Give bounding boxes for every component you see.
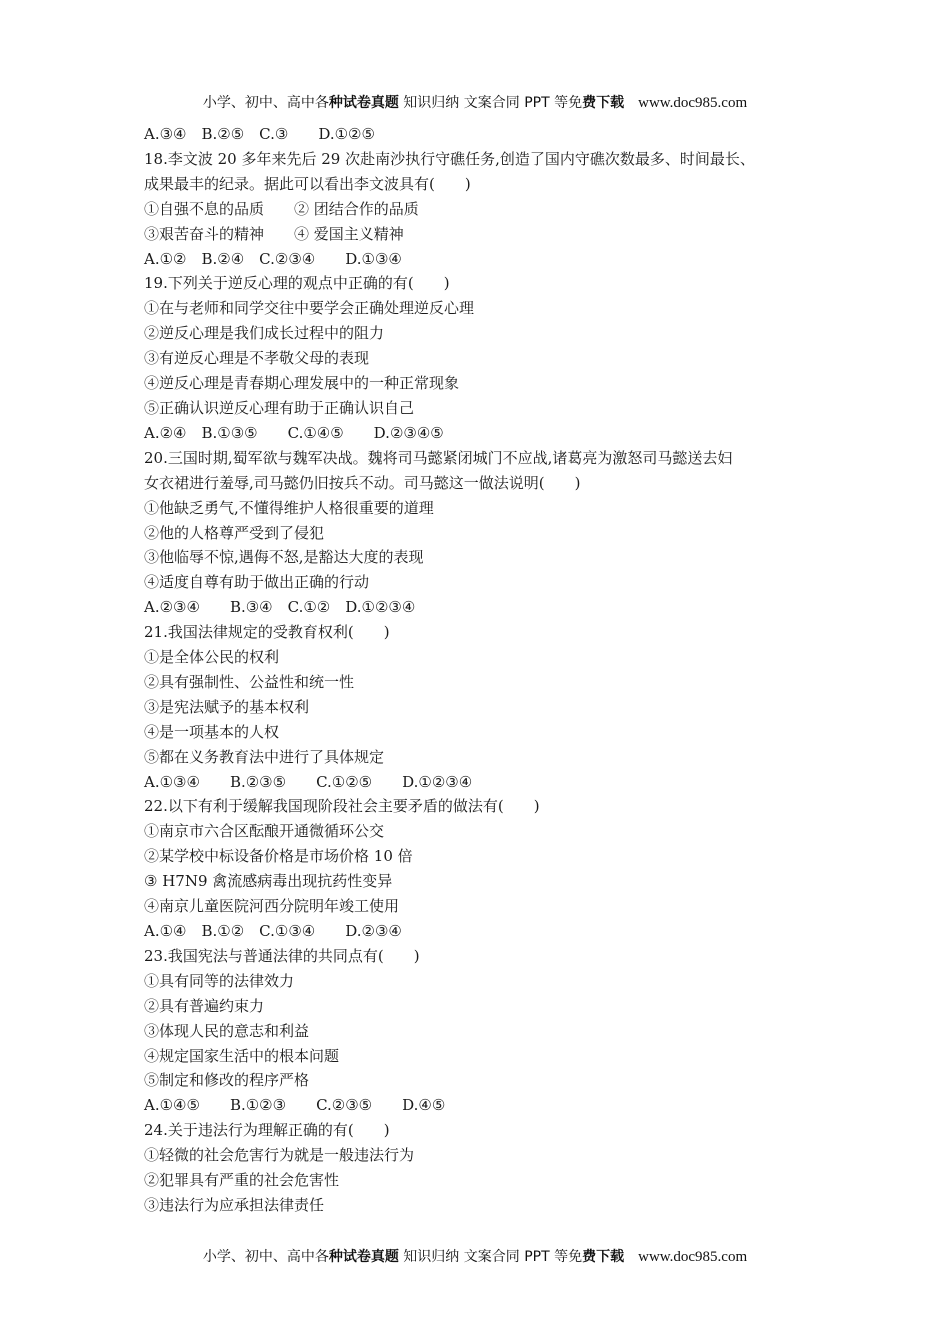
page-header-banner bbox=[0, 92, 950, 112]
answer-options: A.①④⑤ B.①②③ C.②③⑤ D.④⑤ bbox=[144, 1096, 446, 1115]
footer-site-link[interactable]: www.doc985.com bbox=[638, 1249, 748, 1265]
statement-item: ③是宪法赋予的基本权利 bbox=[144, 697, 310, 716]
statement-item: ②逆反心理是我们成长过程中的阻力 bbox=[144, 324, 385, 343]
question-stem: 20.三国时期,蜀军欲与魏军决战。魏将司马懿紧闭城门不应战,诸葛亮为激怒司马懿送去妇 bbox=[144, 448, 733, 467]
question-stem: 22.以下有利于缓解我国现阶段社会主要矛盾的做法有( ) bbox=[144, 797, 540, 816]
answer-options: A.①③④ B.②③⑤ C.①②⑤ D.①②③④ bbox=[144, 772, 473, 791]
statement-item: ③他临辱不惊,遇侮不怒,是豁达大度的表现 bbox=[144, 548, 424, 567]
statement-item: ①轻微的社会危害行为就是一般违法行为 bbox=[144, 1146, 415, 1165]
page-footer-banner bbox=[0, 1246, 950, 1266]
statement-item: ④南京儿童医院河西分院明年竣工使用 bbox=[144, 897, 400, 916]
header-text: 小学、初中、高中各 bbox=[202, 95, 329, 111]
statement-item: ④逆反心理是青春期心理发展中的一种正常现象 bbox=[144, 374, 460, 393]
footer-text: 小学、初中、高中各 bbox=[202, 1249, 329, 1265]
answer-options: A.①④ B.①② C.①③④ D.②③④ bbox=[144, 922, 402, 940]
question-stem: 24.关于违法行为理解正确的有( ) bbox=[144, 1121, 390, 1140]
statement-item: ②具有普遍约束力 bbox=[144, 996, 265, 1015]
statement-item: ②他的人格尊严受到了侵犯 bbox=[144, 523, 325, 542]
statement-item: ③违法行为应承担法律责任 bbox=[144, 1195, 325, 1214]
answer-options: A.①② B.②④ C.②③④ D.①③④ bbox=[144, 249, 402, 268]
statement-item: ③有逆反心理是不孝敬父母的表现 bbox=[144, 349, 370, 368]
statement-item: ⑤都在义务教育法中进行了具体规定 bbox=[144, 747, 385, 766]
question-stem: 19.下列关于逆反心理的观点中正确的有( ) bbox=[144, 274, 450, 293]
text-line: 成果最丰的纪录。据此可以看出李文波具有( ) bbox=[144, 174, 471, 193]
question-stem: 18.李文波 20 多年来先后 29 次赴南沙执行守礁任务,创造了国内守礁次数最多、时间最长、 bbox=[144, 149, 755, 168]
statement-item: ④规定国家生活中的根本问题 bbox=[144, 1046, 340, 1065]
statement-item: ①他缺乏勇气,不懂得维护人格很重要的道理 bbox=[144, 498, 434, 517]
answer-options: A.③④ B.②⑤ C.③ D.①②⑤ bbox=[144, 125, 375, 143]
footer-text-2: 知识归纳 文案合同 PPT 等免 bbox=[398, 1249, 583, 1265]
question-stem: 21.我国法律规定的受教育权利( ) bbox=[144, 623, 390, 642]
text-line: 女衣裙进行羞辱,司马懿仍旧按兵不动。司马懿这一做法说明( ) bbox=[144, 473, 581, 492]
statement-item: ②犯罪具有严重的社会危害性 bbox=[144, 1171, 340, 1190]
statement-item: ⑤正确认识逆反心理有助于正确认识自己 bbox=[144, 398, 415, 417]
statement-item: ③ H7N9 禽流感病毒出现抗药性变异 bbox=[144, 872, 393, 891]
answer-options: A.②③④ B.③④ C.①② D.①②③④ bbox=[144, 598, 416, 617]
statement-item: ③艰苦奋斗的精神 ④ 爱国主义精神 bbox=[144, 224, 404, 243]
statement-item: ②某学校中标设备价格是市场价格 10 倍 bbox=[144, 847, 413, 866]
statement-item: ①在与老师和同学交往中要学会正确处理逆反心理 bbox=[144, 299, 475, 318]
header-site-link[interactable]: www.doc985.com bbox=[638, 95, 748, 111]
statement-item: ④适度自尊有助于做出正确的行动 bbox=[144, 573, 370, 592]
header-bold-text-2: 费下载 bbox=[582, 95, 625, 111]
statement-item: ①是全体公民的权利 bbox=[144, 648, 280, 667]
statement-item: ①南京市六合区酝酿开通微循环公交 bbox=[144, 822, 385, 841]
answer-options: A.②④ B.①③⑤ C.①④⑤ D.②③④⑤ bbox=[144, 423, 444, 442]
question-stem: 23.我国宪法与普通法律的共同点有( ) bbox=[144, 946, 420, 965]
statement-item: ②具有强制性、公益性和统一性 bbox=[144, 672, 355, 691]
header-text-2: 知识归纳 文案合同 PPT 等免 bbox=[398, 95, 583, 111]
statement-item: ③体现人民的意志和利益 bbox=[144, 1021, 310, 1040]
exam-questions-body bbox=[144, 122, 816, 1218]
footer-bold-text: 种试卷真题 bbox=[328, 1249, 399, 1265]
statement-item: ①具有同等的法律效力 bbox=[144, 971, 295, 990]
statement-item: ④是一项基本的人权 bbox=[144, 722, 280, 741]
statement-item: ⑤制定和修改的程序严格 bbox=[144, 1071, 310, 1090]
header-bold-text: 种试卷真题 bbox=[328, 95, 399, 111]
statement-item: ①自强不息的品质 ② 团结合作的品质 bbox=[144, 199, 419, 218]
footer-bold-text-2: 费下载 bbox=[582, 1249, 625, 1265]
